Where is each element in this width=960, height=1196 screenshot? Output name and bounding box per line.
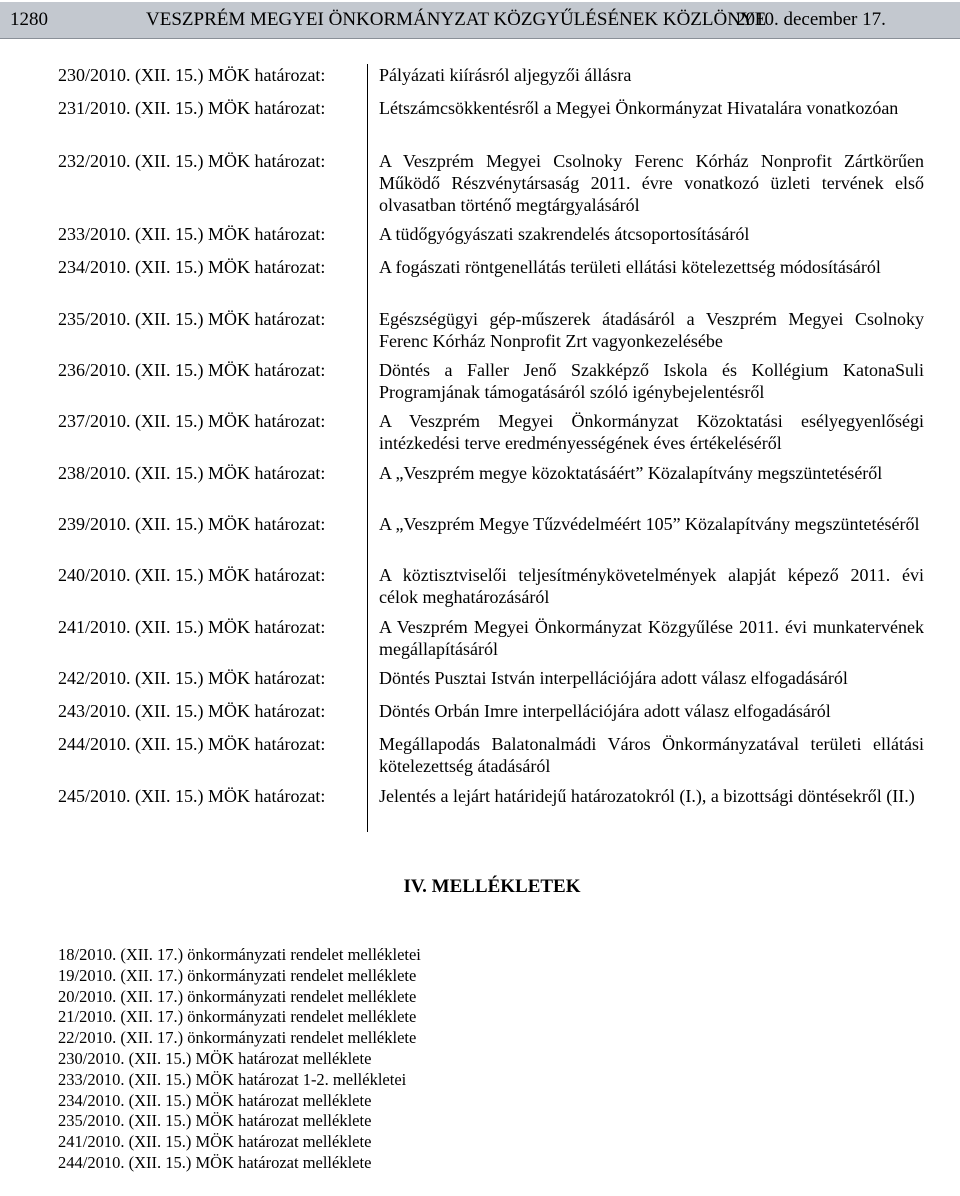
attachment-item: 20/2010. (XII. 17.) önkormányzati rendelet melléklete — [58, 986, 417, 1006]
attachment-list — [58, 945, 421, 1174]
resolution-id: 237/2010. (XII. 15.) MÖK határozat: — [58, 411, 326, 431]
attachment-item: 244/2010. (XII. 15.) MÖK határozat melléklete — [58, 1152, 372, 1172]
section-heading-text: IV. MELLÉKLETEK — [403, 876, 581, 897]
resolution-title: Pályázati kiírásról aljegyzői állásra — [379, 65, 632, 85]
resolution-id: 242/2010. (XII. 15.) MÖK határozat: — [58, 668, 326, 688]
resolution-id: 243/2010. (XII. 15.) MÖK határozat: — [58, 701, 326, 721]
resolution-title: A tüdőgyógyászati szakrendelés átcsoportosításáról — [379, 224, 750, 244]
resolution-title: Létszámcsökkentésről a Megyei Önkormányzat Hivatalára vonatkozóan — [379, 98, 899, 118]
attachment-item: 18/2010. (XII. 17.) önkormányzati rendelet mellékletei — [58, 945, 421, 964]
resolution-id: 240/2010. (XII. 15.) MÖK határozat: — [58, 565, 326, 585]
attachment-item: 233/2010. (XII. 15.) MÖK határozat 1-2. mellékletei — [58, 1069, 407, 1089]
resolution-title: Döntés Pusztai István interpellációjára adott válasz elfogadásáról — [379, 668, 848, 688]
resolution-id: 231/2010. (XII. 15.) MÖK határozat: — [58, 98, 326, 118]
resolution-title: A fogászati röntgenellátás területi ellátási kötelezettség módosításáról — [379, 257, 881, 277]
attachment-item: 234/2010. (XII. 15.) MÖK határozat melléklete — [58, 1090, 372, 1110]
resolution-id: 239/2010. (XII. 15.) MÖK határozat: — [58, 514, 326, 534]
publication-date: 2010. december 17. — [736, 9, 886, 30]
attachment-item: 22/2010. (XII. 17.) önkormányzati rendelet melléklete — [58, 1028, 417, 1048]
resolution-title: A „Veszprém megye közoktatásáért” Közalapítvány megszüntetéséről — [379, 463, 883, 483]
column-divider — [367, 64, 368, 832]
resolution-title: A köztisztviselői teljesítménykövetelmények alapját képező 2011. évi célok meghatározásáról — [379, 565, 924, 607]
resolution-title: Döntés a Faller Jenő Szakképző Iskola és Kollégium KatonaSuli Programjának támogatásáról szóló igénybejelentésről — [379, 360, 924, 402]
page-header — [0, 2, 960, 38]
resolution-id: 233/2010. (XII. 15.) MÖK határozat: — [58, 224, 326, 244]
resolution-id: 234/2010. (XII. 15.) MÖK határozat: — [58, 257, 326, 277]
resolution-title: Döntés Orbán Imre interpellációjára adott válasz elfogadásáról — [379, 701, 831, 721]
resolution-id: 232/2010. (XII. 15.) MÖK határozat: — [58, 151, 326, 171]
resolution-title: Egészségügyi gép-műszerek átadásáról a Veszprém Megyei Csolnoky Ferenc Kórház Nonprofit Zrt vagyonkezelésébe — [379, 309, 924, 351]
resolution-id: 236/2010. (XII. 15.) MÖK határozat: — [58, 360, 326, 380]
attachment-item: 230/2010. (XII. 15.) MÖK határozat melléklete — [58, 1048, 372, 1068]
resolution-id: 241/2010. (XII. 15.) MÖK határozat: — [58, 617, 326, 637]
attachment-item: 21/2010. (XII. 17.) önkormányzati rendelet melléklete — [58, 1007, 417, 1027]
resolution-id: 244/2010. (XII. 15.) MÖK határozat: — [58, 734, 326, 754]
resolution-title: A Veszprém Megyei Csolnoky Ferenc Kórház Nonprofit Zártkörűen Működő Részvénytársaság 2011. évre vonatkozó üzleti tervének első olvasatban történő megtárgyalásáról — [379, 151, 924, 215]
resolution-title: A Veszprém Megyei Önkormányzat Közoktatási esélyegyenlőségi intézkedési terve eredményességének éves értékeléséről — [379, 411, 924, 453]
attachment-item: 19/2010. (XII. 17.) önkormányzati rendelet melléklete — [58, 965, 417, 985]
resolution-id: 245/2010. (XII. 15.) MÖK határozat: — [58, 786, 326, 806]
resolution-title: A Veszprém Megyei Önkormányzat Közgyűlése 2011. évi munkatervének megállapításáról — [379, 617, 924, 659]
attachment-item: 235/2010. (XII. 15.) MÖK határozat melléklete — [58, 1111, 372, 1131]
resolution-id: 238/2010. (XII. 15.) MÖK határozat: — [58, 463, 326, 483]
resolution-title: Jelentés a lejárt határidejű határozatokról (I.), a bizottsági döntésekről (II.) — [379, 786, 915, 806]
resolution-title: Megállapodás Balatonalmádi Város Önkormányzatával területi ellátási kötelezettség átadásáról — [379, 734, 924, 776]
page-number: 1280 — [10, 9, 48, 30]
header-divider — [0, 38, 960, 39]
section-heading — [0, 876, 960, 898]
resolution-id: 230/2010. (XII. 15.) MÖK határozat: — [58, 65, 326, 85]
resolution-id: 235/2010. (XII. 15.) MÖK határozat: — [58, 309, 326, 329]
attachment-item: 241/2010. (XII. 15.) MÖK határozat melléklete — [58, 1132, 372, 1152]
publication-title: VESZPRÉM MEGYEI ÖNKORMÁNYZAT KÖZGYŰLÉSÉNEK KÖZLÖNYE — [146, 9, 767, 30]
resolution-title: A „Veszprém Megye Tűzvédelméért 105” Közalapítvány megszüntetéséről — [379, 514, 920, 534]
